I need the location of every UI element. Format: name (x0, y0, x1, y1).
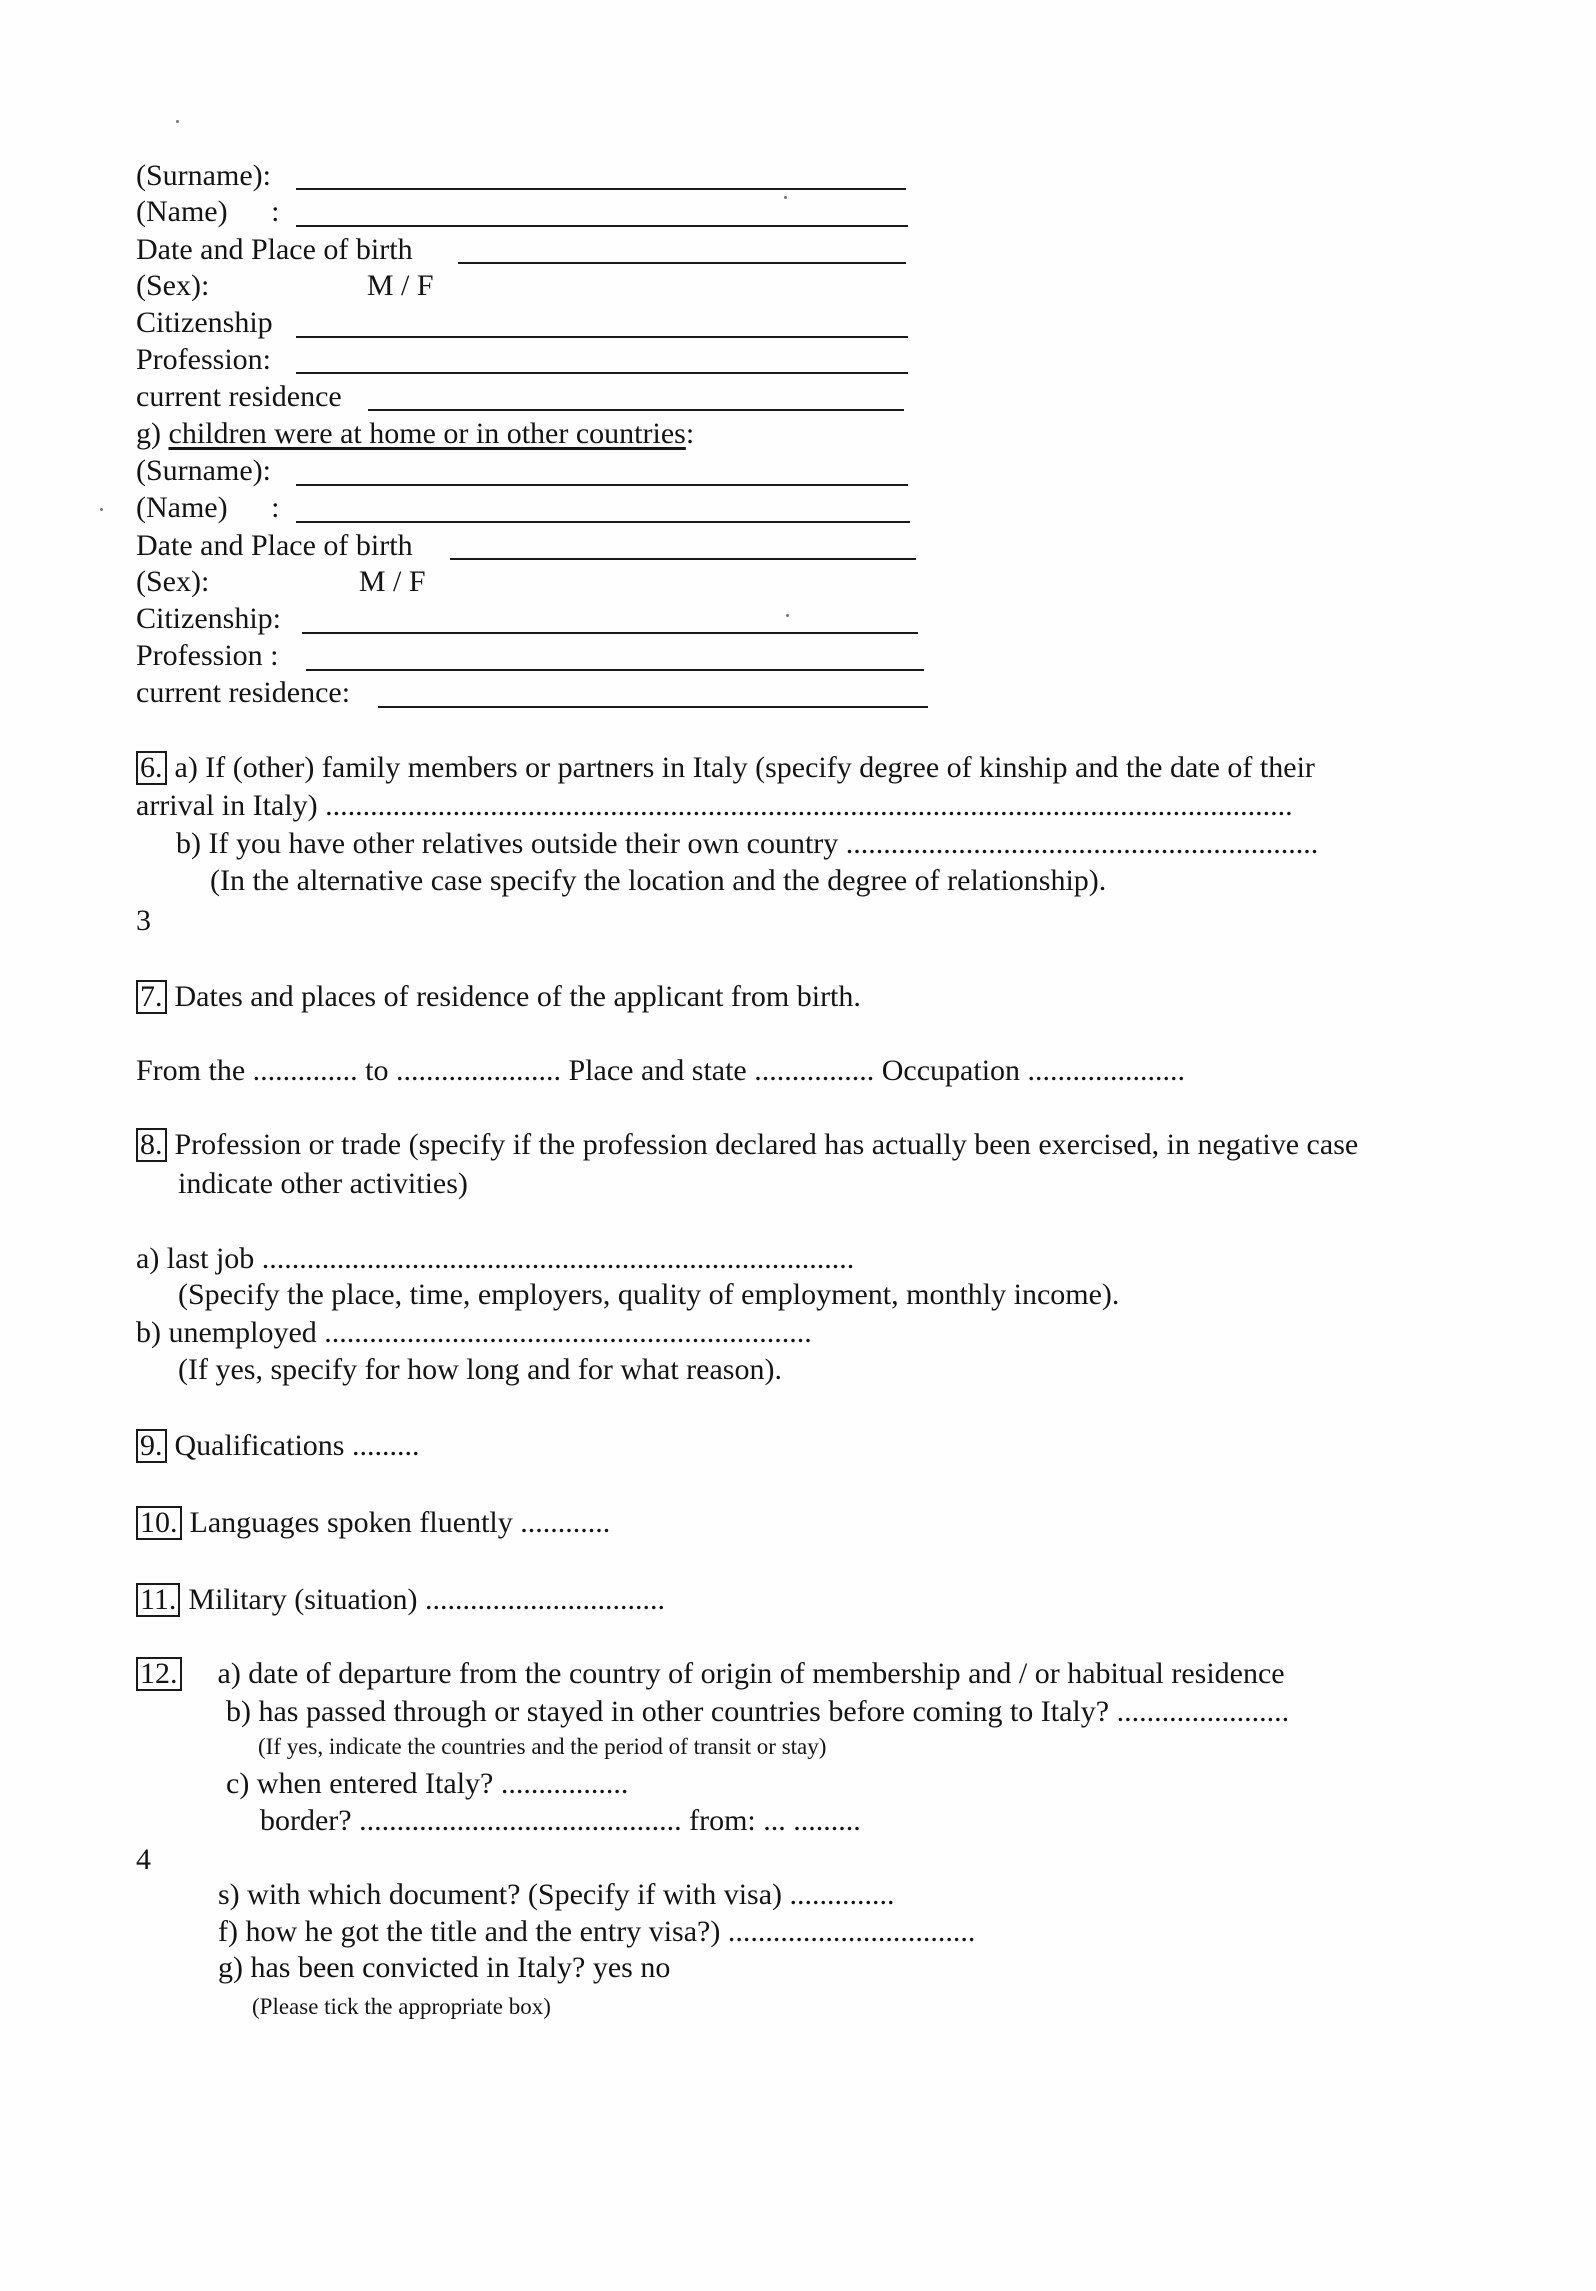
child-dob-field[interactable] (450, 558, 916, 560)
q8-last-job[interactable]: a) last job ............................................................................... (136, 1242, 855, 1275)
q9-number-box: 9. (136, 1429, 167, 1463)
child-name-row (136, 490, 279, 526)
spouse-dob-field[interactable] (458, 262, 906, 264)
child-sex-label: (Sex): (136, 565, 210, 598)
q6-line1 (136, 750, 1315, 786)
q7-text: Dates and places of residence of the applicant from birth. (174, 980, 861, 1013)
spouse-surname-label: (Surname): (136, 159, 271, 192)
child-residence-field[interactable] (378, 706, 928, 708)
spouse-profession-label: Profession: (136, 343, 271, 376)
q8-number-box: 8. (136, 1128, 167, 1162)
q12-border[interactable]: border? ........................................... from: ... ......... (260, 1804, 861, 1837)
spouse-residence-label: current residence (136, 380, 342, 413)
spouse-dob-label: Date and Place of birth (136, 233, 413, 266)
child-residence-label: current residence: (136, 676, 351, 709)
spouse-residence-field[interactable] (368, 409, 904, 411)
children-heading (136, 416, 694, 452)
scan-speck (176, 120, 179, 123)
q7-residence-row[interactable]: From the .............. to ...................... Place and state ................ Occupation ..................... (136, 1054, 1186, 1087)
q12-a-text: a) date of departure from the country of origin of membership and / or habitual residence (217, 1657, 1285, 1690)
q11-number-box: 11. (136, 1583, 180, 1617)
q12-number-box: 12. (136, 1657, 182, 1691)
q6-b-note: (In the alternative case specify the location and the degree of relationship). (210, 864, 1107, 897)
child-name-field[interactable] (296, 521, 910, 523)
spouse-profession-field[interactable] (296, 372, 908, 374)
child-surname-field[interactable] (296, 484, 908, 486)
child-name-colon: : (271, 491, 280, 524)
q8-last-job-note: (Specify the place, time, employers, quality of employment, monthly income). (178, 1278, 1120, 1311)
q6-a-text: a) If (other) family members or partners in Italy (specify degree of kinship and the date of their (174, 751, 1315, 784)
q8-unemployed[interactable]: b) unemployed ................................................................. (136, 1316, 812, 1349)
q10-line[interactable] (136, 1505, 610, 1541)
child-citizenship-label: Citizenship: (136, 602, 281, 635)
q8-unemployed-note: (If yes, specify for how long and for what reason). (178, 1353, 782, 1386)
child-surname-label: (Surname): (136, 454, 271, 487)
q6-b-line[interactable]: b) If you have other relatives outside their own country ............................................................... (176, 827, 1319, 860)
q10-text: Languages spoken fluently ............ (189, 1506, 611, 1539)
q12-s[interactable]: s) with which document? (Specify if with visa) .............. (218, 1878, 895, 1911)
child-profession-field[interactable] (306, 669, 924, 671)
spouse-name-field[interactable] (296, 225, 908, 227)
scan-speck (786, 614, 789, 617)
child-citizenship-field[interactable] (302, 632, 918, 634)
scan-speck (100, 508, 103, 511)
spouse-citizenship-label: Citizenship (136, 306, 273, 339)
q8-line2: indicate other activities) (178, 1167, 468, 1200)
q10-number-box: 10. (136, 1506, 182, 1540)
q12-g-note: (Please tick the appropriate box) (252, 1994, 551, 2019)
q9-text: Qualifications ......... (174, 1429, 420, 1462)
child-sex-options[interactable]: M / F (358, 565, 426, 598)
page-number-3: 3 (136, 904, 151, 937)
spouse-name-label: (Name) (136, 195, 228, 228)
children-heading-text: children were at home or in other countries (168, 417, 686, 450)
page-number-4: 4 (136, 1843, 151, 1876)
q11-text: Military (situation) ................................ (188, 1583, 666, 1616)
q7-line (136, 979, 861, 1015)
q9-line[interactable] (136, 1428, 419, 1464)
child-sex-row (136, 564, 426, 600)
children-heading-prefix: g) (136, 417, 161, 450)
child-profession-label: Profession : (136, 639, 279, 672)
q6-number-box: 6. (136, 751, 167, 785)
spouse-name-colon: : (271, 195, 280, 228)
q11-line[interactable] (136, 1582, 665, 1618)
q12-line-a (136, 1656, 1285, 1692)
scan-speck (784, 196, 787, 199)
child-dob-label: Date and Place of birth (136, 529, 413, 562)
q12-c[interactable]: c) when entered Italy? ................. (226, 1767, 629, 1800)
q6-a-line2[interactable]: arrival in Italy) ................................................................................................................................. (136, 789, 1293, 822)
spouse-sex-label: (Sex): (136, 269, 210, 302)
spouse-name-row (136, 194, 279, 230)
children-heading-suffix: : (685, 417, 695, 450)
q7-number-box: 7. (136, 980, 167, 1014)
spouse-citizenship-field[interactable] (296, 336, 908, 338)
spouse-sex-options[interactable]: M / F (366, 269, 434, 302)
q12-b-note: (If yes, indicate the countries and the period of transit or stay) (258, 1734, 827, 1759)
q12-g[interactable]: g) has been convicted in Italy? yes no (218, 1951, 671, 1984)
q12-b[interactable]: b) has passed through or stayed in other countries before coming to Italy? ....................... (226, 1695, 1290, 1728)
q8-text: Profession or trade (specify if the profession declared has actually been exercised, in negative case (174, 1128, 1359, 1161)
spouse-sex-row (136, 268, 434, 304)
q12-f[interactable]: f) how he got the title and the entry visa?) ................................. (218, 1915, 976, 1948)
spouse-surname-field[interactable] (296, 188, 906, 190)
q8-line1 (136, 1127, 1358, 1163)
child-name-label: (Name) (136, 491, 228, 524)
